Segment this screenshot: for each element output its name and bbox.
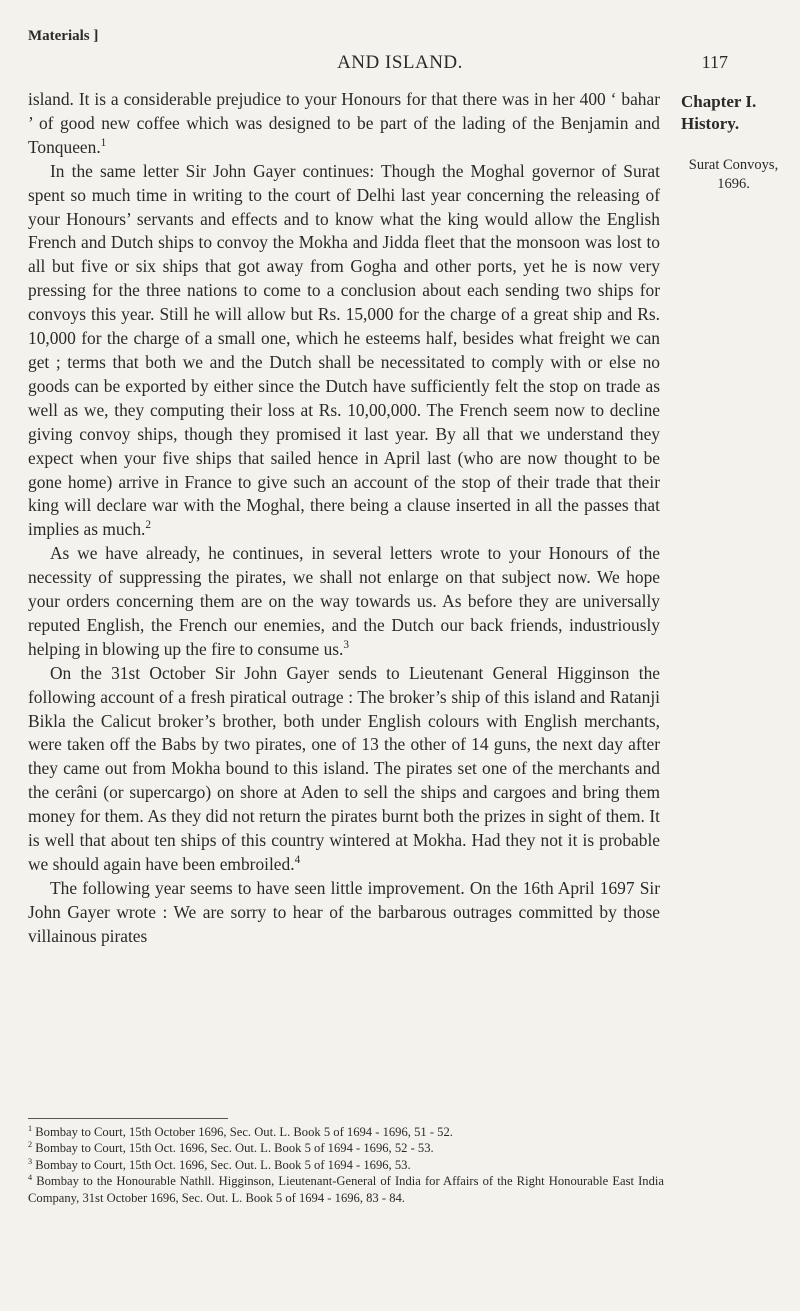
margin-chapter: Chapter I. (681, 92, 757, 111)
footnote (28, 1157, 664, 1173)
page-title: AND ISLAND. (337, 52, 463, 73)
footnote-text: Bombay to Court, 15th Oct. 1696, Sec. Out. L. Book 5 of 1694 - 1696, 53. (35, 1157, 411, 1172)
footnote-divider (28, 1118, 228, 1119)
running-head: Materials ] (28, 28, 99, 44)
footnote-text: Bombay to the Honourable Nathll. Higginson, Lieutenant-General of India for Affairs of the Right Honourable East India Company, 31st October 1696, Sec. Out. L. Book 5 of 1694 - 1696, 83 - 84. (28, 1174, 664, 1205)
paragraph-text: island. It is a considerable prejudice to your Honours for that there was in her 400 ‘ bahar ’ of good new coffee which was designed to be part of the lading of the Benjamin and Tonqueen. (28, 89, 660, 157)
paragraph-4 (28, 662, 660, 877)
paragraph-3 (28, 542, 660, 662)
margin-topic-line: Surat Convoys, (688, 157, 779, 173)
footnote-number: 2 (28, 1140, 33, 1150)
paragraph-1 (28, 88, 660, 160)
footnote-number: 4 (28, 1173, 33, 1183)
footnote-number: 1 (28, 1123, 33, 1133)
footnote-number: 3 (28, 1156, 33, 1166)
page-number: 117 (701, 52, 728, 72)
margin-topic (681, 156, 786, 194)
paragraph-text: On the 31st October Sir John Gayer sends to Lieutenant General Higginson the following account of a fresh piratical outrage : The broker’s ship of this island and Ratanji Bikla the Calicut broker’s brother, both under English colours with English merchants, were taken off the Babs by two pirates, one of 13 the other of 14 guns, the next day after they came out from Mokha bound to this island. The pirates set one of the merchants and the cerâni (or supercargo) on shore at Aden to sell the ships and cargoes and bring them money for them. As they did not return the pirates burnt both the prizes in sight of them. It is well that about ten ships of this country wintered at Mokha. Had they not it is probable we should again have been embroiled. (28, 662, 660, 874)
footnote-text: Bombay to Court, 15th Oct. 1696, Sec. Out. L. Book 5 of 1694 - 1696, 52 - 53. (35, 1141, 434, 1156)
margin-notes (681, 92, 796, 194)
footnote-text: Bombay to Court, 15th October 1696, Sec. Out. L. Book 5 of 1694 - 1696, 51 - 52. (35, 1125, 453, 1139)
paragraph-text: In the same letter Sir John Gayer continues: Though the Moghal governor of Surat spent so much time in writing to the court of Delhi last year concerning the releasing of your Honours’ servants and effects and to know what the king would allow the English French and Dutch ships to convoy the Mokha and Jidda fleet that the monsoon was lost to all but five or six ships that got away from Gogha and other ports, yet he is now very pressing for the three nations to come to a conclusion about each sending two ships for convoys this year. Still he will allow but Rs. 15,000 for the charge of a great ship and Rs. 10,000 for the charge of a small one, which he esteems half, besides what freight we can get ; terms that both we and the Dutch shall be necessitated to comply with or else no goods can be exported by either since the Dutch have sufficiently felt the stop on trade as well as we, they computing their loss at Rs. 10,00,000. The French seem now to decline giving convoy ships, though they promised it last year. By all that we understand they expect when your five ships that sailed hence in April last (who are now thought to be gone home) arrive in France to give such an account of the stop of their trade that their king will declare war with the Moghal, there being a clause inserted in all the passes that implies as much. (28, 160, 660, 540)
paragraph-text: As we have already, he continues, in several letters wrote to your Honours of the necessity of suppressing the pirates, we shall not enlarge on that subject now. We hope your orders concerning them are on the way towards us. As before they are universally reputed English, the French our enemies, and the Dutch our back friends, industriously helping in blowing up the fire to consume us. (28, 543, 660, 659)
margin-topic-line: 1696. (717, 176, 750, 192)
footnote (28, 1173, 664, 1206)
footnote-ref: 3 (343, 639, 350, 652)
margin-history: History. (681, 114, 740, 133)
footnotes (28, 1124, 664, 1206)
footnote-ref: 4 (294, 854, 301, 867)
paragraph-text: The following year seems to have seen little improvement. On the 16th April 1697 Sir John Gayer wrote : We are sorry to hear of the barbarous outrages committed by those villainous pirates (28, 877, 660, 946)
main-text (28, 88, 660, 949)
footnote (28, 1140, 664, 1156)
page-header (0, 52, 800, 74)
footnote-ref: 2 (145, 519, 152, 532)
footnote (28, 1124, 664, 1140)
paragraph-5 (28, 877, 660, 949)
footnote-ref: 1 (100, 137, 107, 150)
paragraph-2 (28, 160, 660, 543)
